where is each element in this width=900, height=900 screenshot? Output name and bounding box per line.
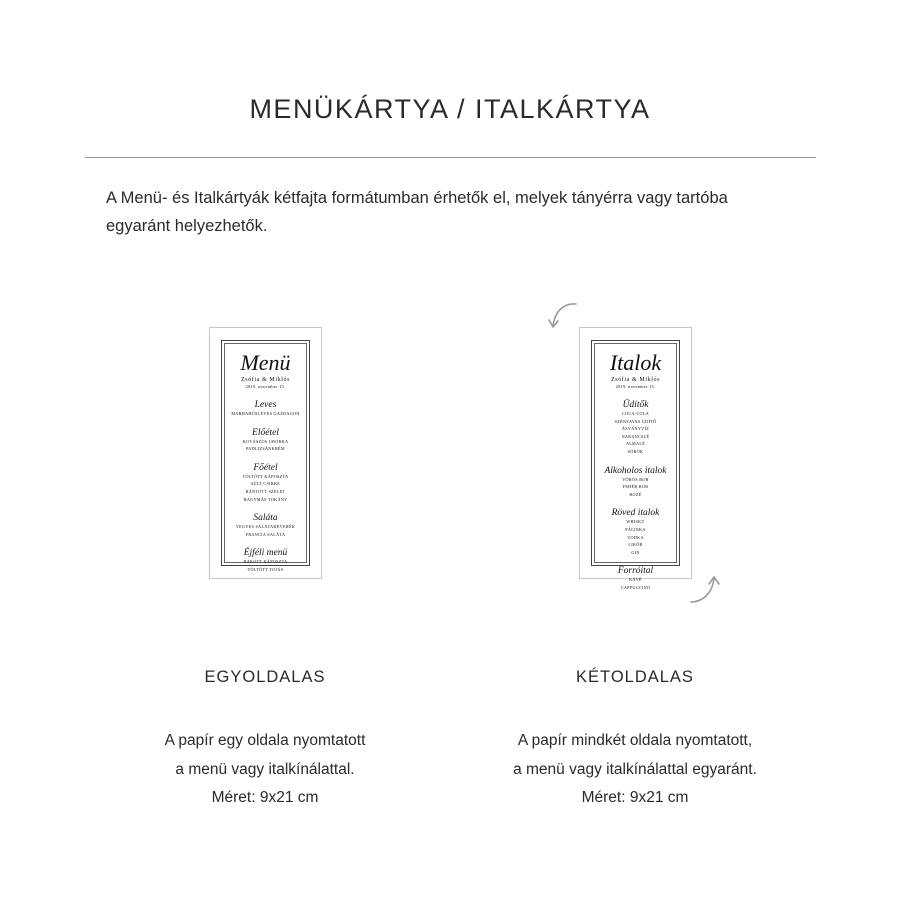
card-section-item: LIKŐR [628,542,643,548]
double-sided-description [435,727,835,813]
intro-line-1: A Menü- és Italkártyák kétfajta formátumban érhetők el, melyek tányérra vagy tartóba [106,189,728,207]
drinks-card-body [594,343,677,590]
card-section-item: FRANCIA SALÁTA [245,531,286,537]
single-sided-desc-line: a menü vagy italkínálattal. [175,760,355,778]
card-section-heading: Forróital [617,566,654,577]
double-sided-size: Méret: 9x21 cm [581,789,689,806]
card-section-item: TÖLTÖTT TOJÁS [247,566,284,572]
intro-line-2: egyaránt helyezhetők. [106,217,268,235]
card-section-item: VEGYES SALÁTAKEVERÉK [235,524,296,530]
intro-text [106,184,806,240]
card-section-item: VÖRÖS BOR [622,476,649,482]
card-section-item: TÖLTÖTT KÁPOSZTA [242,473,289,479]
single-sided-title: EGYOLDALAS [204,668,326,686]
card-section-item: NARANCSLÉ [621,433,650,439]
menu-card-names: Zsófia & Miklós [241,377,290,383]
card-section-heading: Előétel [252,427,279,438]
card-section-item: KOVÁSZOS UBORKA [242,438,289,444]
card-section-item: RAKOTT KÁPOSZTA [243,559,288,565]
menu-card-preview [209,327,322,579]
double-sided-desc-line: a menü vagy italkínálattal egyaránt. [513,760,757,778]
card-section-item: VODKA [627,534,644,540]
single-sided-description [65,727,465,813]
card-section-item: GIN [631,549,640,555]
drinks-card-sections [595,400,676,592]
single-sided-desc-line: A papír egy oldala nyomtatott [164,732,366,749]
menu-card-date: 2019. november 15. [245,384,286,389]
drinks-card-title: Italok [609,350,662,375]
card-section-heading: Üdítők [622,400,649,410]
card-section-item: KÁVÉ [629,577,642,583]
card-section-item: PADLIZSÁNKRÉM [246,446,285,452]
card-section-heading: Éjféli menü [243,548,288,559]
card-section-item: ALMALÉ [625,441,646,447]
card-section-item: FEHÉR BOR [622,484,649,490]
menu-card-body [224,343,307,572]
card-section-item: PÁLINKA [625,526,646,532]
card-section-item: WHISKY [626,519,645,525]
card-section-heading: Leves [254,400,277,410]
double-sided-title: KÉTOLDALAS [576,668,694,686]
card-section-item: MARHAHÚSLEVES GAZDAGON [231,411,300,416]
card-section-heading: Alkoholos italok [604,465,667,476]
double-sided-desc-line: A papír mindkét oldala nyomtatott, [517,732,753,749]
drinks-card-preview [579,327,692,590]
card-section-item: ÁSVÁNYVÍZ [621,426,650,432]
card-section-item: SÖRÖK [627,448,644,454]
card-section-item: CAPPUCCINO [620,584,651,590]
drinks-card-names: Zsófia & Miklós [611,377,660,383]
curved-arrow-icon [686,572,722,606]
card-section-item: SZÉNSAVAS ÜDÍTŐ [614,418,657,424]
card-section-heading: Saláta [253,513,278,524]
card-section-item: COCA-COLA [621,411,650,416]
menu-card-title: Menü [240,350,291,375]
card-section-item: ROZÉ [629,491,642,497]
single-sided-size: Méret: 9x21 cm [211,789,319,806]
card-section-heading: Röved italok [611,508,660,519]
page-title: MENÜKÁRTYA / ITALKÁRTYA [249,94,651,124]
card-section-item: SÜLT CSIRKE [250,481,281,487]
curved-arrow-icon [545,300,581,332]
divider [85,157,816,158]
menu-card-sections [225,400,306,574]
card-section-heading: Főétel [253,462,278,473]
card-section-item: HAGYMÁS TOKÁNY [243,496,288,502]
card-section-item: RÁNTOTT SZELET [245,488,286,494]
drinks-card-date: 2019. november 15. [615,384,656,389]
